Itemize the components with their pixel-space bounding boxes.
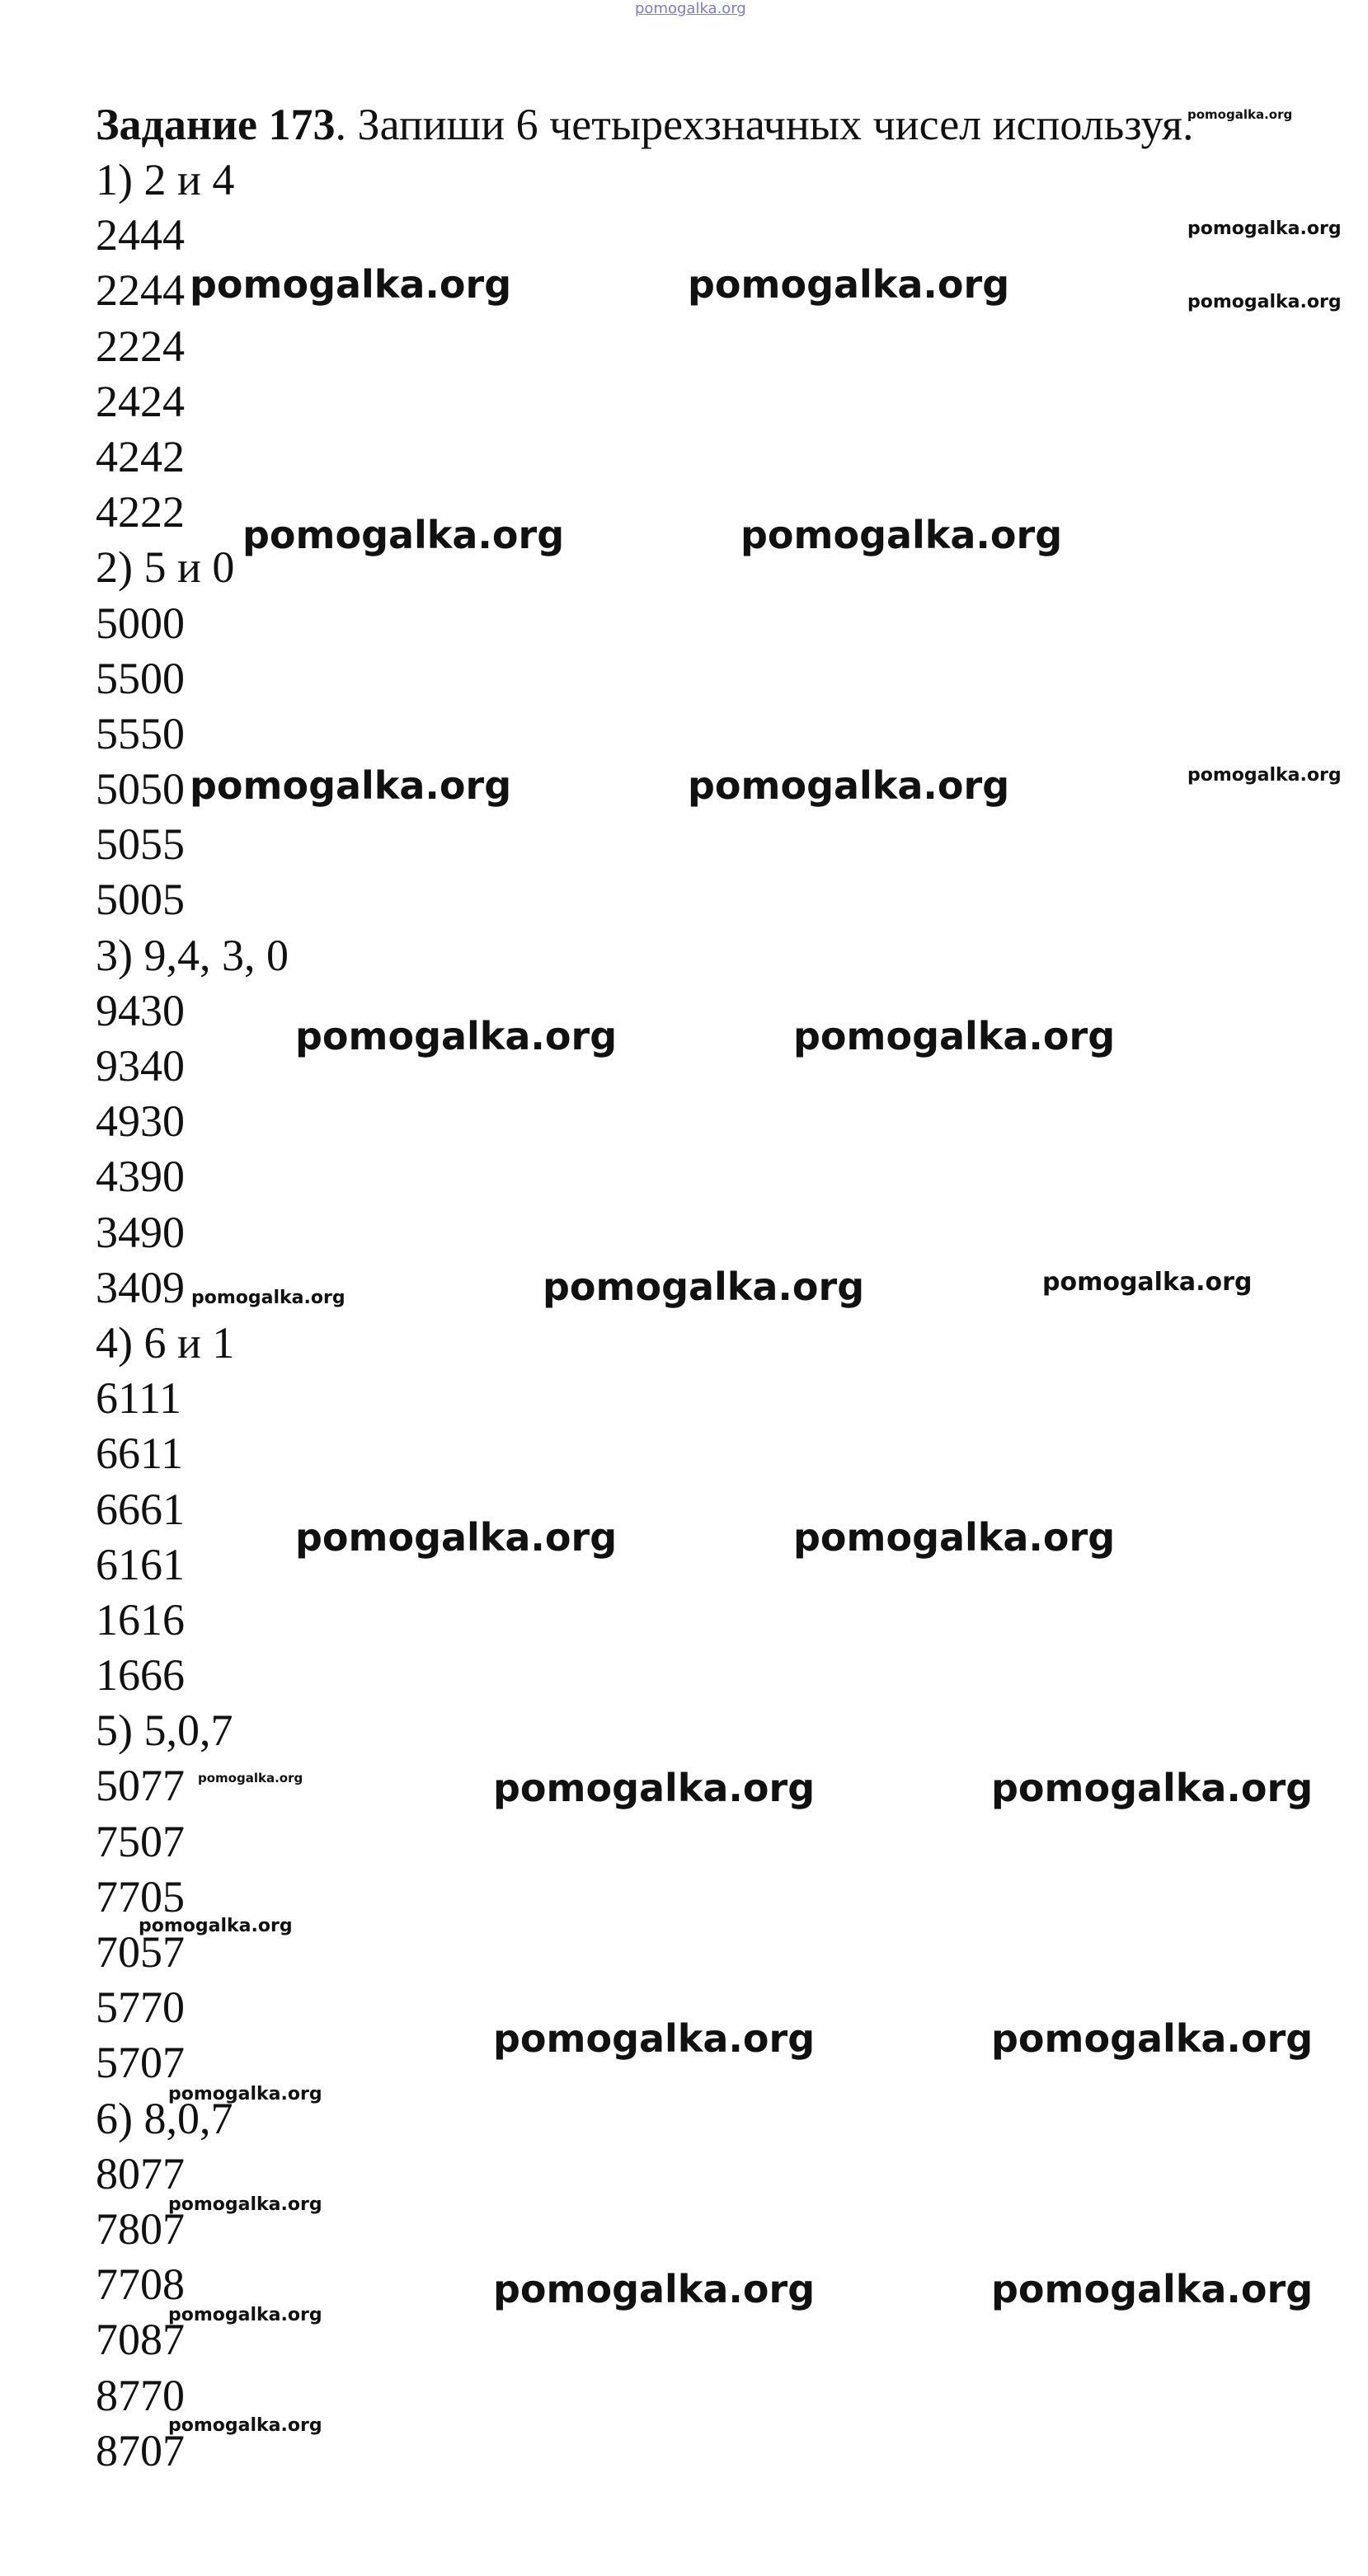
number-line: 9430 (96, 985, 185, 1035)
watermark: pomogalka.org (168, 2084, 322, 2104)
number-line: 8077 (96, 2148, 185, 2198)
number-line: 1616 (96, 1594, 185, 1645)
watermark: pomogalka.org (295, 1014, 618, 1058)
watermark: pomogalka.org (168, 2194, 322, 2215)
watermark: pomogalka.org (688, 763, 1010, 808)
number-line: 7807 (96, 2203, 185, 2254)
task-instruction: . Запиши 6 четырехзначных чисел используя. (335, 100, 1194, 149)
number-line: 2424 (96, 376, 185, 426)
watermark: pomogalka.org (991, 2267, 1314, 2311)
number-line: 4222 (96, 487, 185, 537)
number-line: 5000 (96, 598, 185, 648)
watermark: pomogalka.org (1187, 765, 1342, 786)
watermark: pomogalka.org (543, 1265, 865, 1309)
number-line: 9340 (96, 1041, 185, 1091)
watermark: pomogalka.org (191, 1288, 346, 1308)
watermark: pomogalka.org (793, 1515, 1116, 1560)
watermark: pomogalka.org (198, 1771, 303, 1785)
watermark: pomogalka.org (991, 1766, 1314, 1810)
number-line: 6611 (96, 1429, 183, 1479)
number-line: 6111 (96, 1373, 181, 1424)
number-line: 5550 (96, 708, 185, 758)
number-line: 4242 (96, 431, 185, 481)
watermark: pomogalka.org (190, 262, 512, 307)
section-heading: 6) 8,0,7 (96, 2093, 233, 2143)
section-heading: 5) 5,0,7 (96, 1706, 233, 1756)
number-line: 7705 (96, 1871, 185, 1921)
section-heading: 3) 9,4, 3, 0 (96, 930, 289, 980)
watermark: pomogalka.org (740, 513, 1063, 557)
watermark: pomogalka.org (493, 2016, 816, 2061)
watermark: pomogalka.org (295, 1515, 618, 1560)
watermark: pomogalka.org (168, 2305, 322, 2325)
task-title (96, 97, 1333, 152)
watermark: pomogalka.org (1187, 218, 1342, 239)
watermark: pomogalka.org (1187, 292, 1342, 312)
watermark: pomogalka.org (190, 763, 512, 808)
watermark: pomogalka.org (688, 262, 1010, 307)
number-line: 5770 (96, 1982, 185, 2033)
number-line: 7087 (96, 2315, 185, 2365)
answer-lines (96, 152, 1333, 2479)
number-line: 5055 (96, 819, 185, 870)
section-heading: 1) 2 и 4 (96, 155, 235, 204)
number-line: 8770 (96, 2370, 185, 2420)
number-line: 4930 (96, 1096, 185, 1147)
number-line: 2444 (96, 210, 185, 260)
number-line: 7507 (96, 1816, 185, 1866)
section-heading: 2) 5 и 0 (96, 542, 235, 593)
watermark: pomogalka.org (493, 2267, 816, 2311)
number-line: 6661 (96, 1484, 185, 1534)
site-link[interactable]: pomogalka.org (635, 0, 746, 17)
number-line: 8707 (96, 2425, 185, 2475)
watermark: pomogalka.org (242, 513, 565, 557)
task-number: Задание 173 (96, 100, 336, 149)
watermark: pomogalka.org (793, 1014, 1116, 1058)
number-line: 2224 (96, 321, 185, 371)
watermark: pomogalka.org (139, 1916, 293, 1936)
number-line: 5050 (96, 764, 185, 814)
number-line: 4390 (96, 1152, 185, 1202)
number-line: 1666 (96, 1650, 185, 1701)
number-line: 6161 (96, 1539, 185, 1589)
number-line: 5500 (96, 653, 185, 703)
watermark: pomogalka.org (168, 2415, 322, 2436)
section-heading: 4) 6 и 1 (96, 1317, 235, 1368)
watermark: pomogalka.org (1042, 1268, 1253, 1297)
watermark: pomogalka.org (991, 2016, 1314, 2061)
number-line: 3490 (96, 1207, 185, 1257)
number-line: 5707 (96, 2038, 185, 2088)
number-line: 2244 (96, 265, 185, 316)
number-line: 7057 (96, 1927, 185, 1977)
number-line: 3409 (96, 1262, 185, 1312)
number-line: 5005 (96, 875, 185, 925)
number-line: 7708 (96, 2259, 185, 2310)
watermark: pomogalka.org (493, 1766, 816, 1810)
number-line: 5077 (96, 1761, 185, 1811)
watermark: pomogalka.org (1187, 107, 1293, 122)
